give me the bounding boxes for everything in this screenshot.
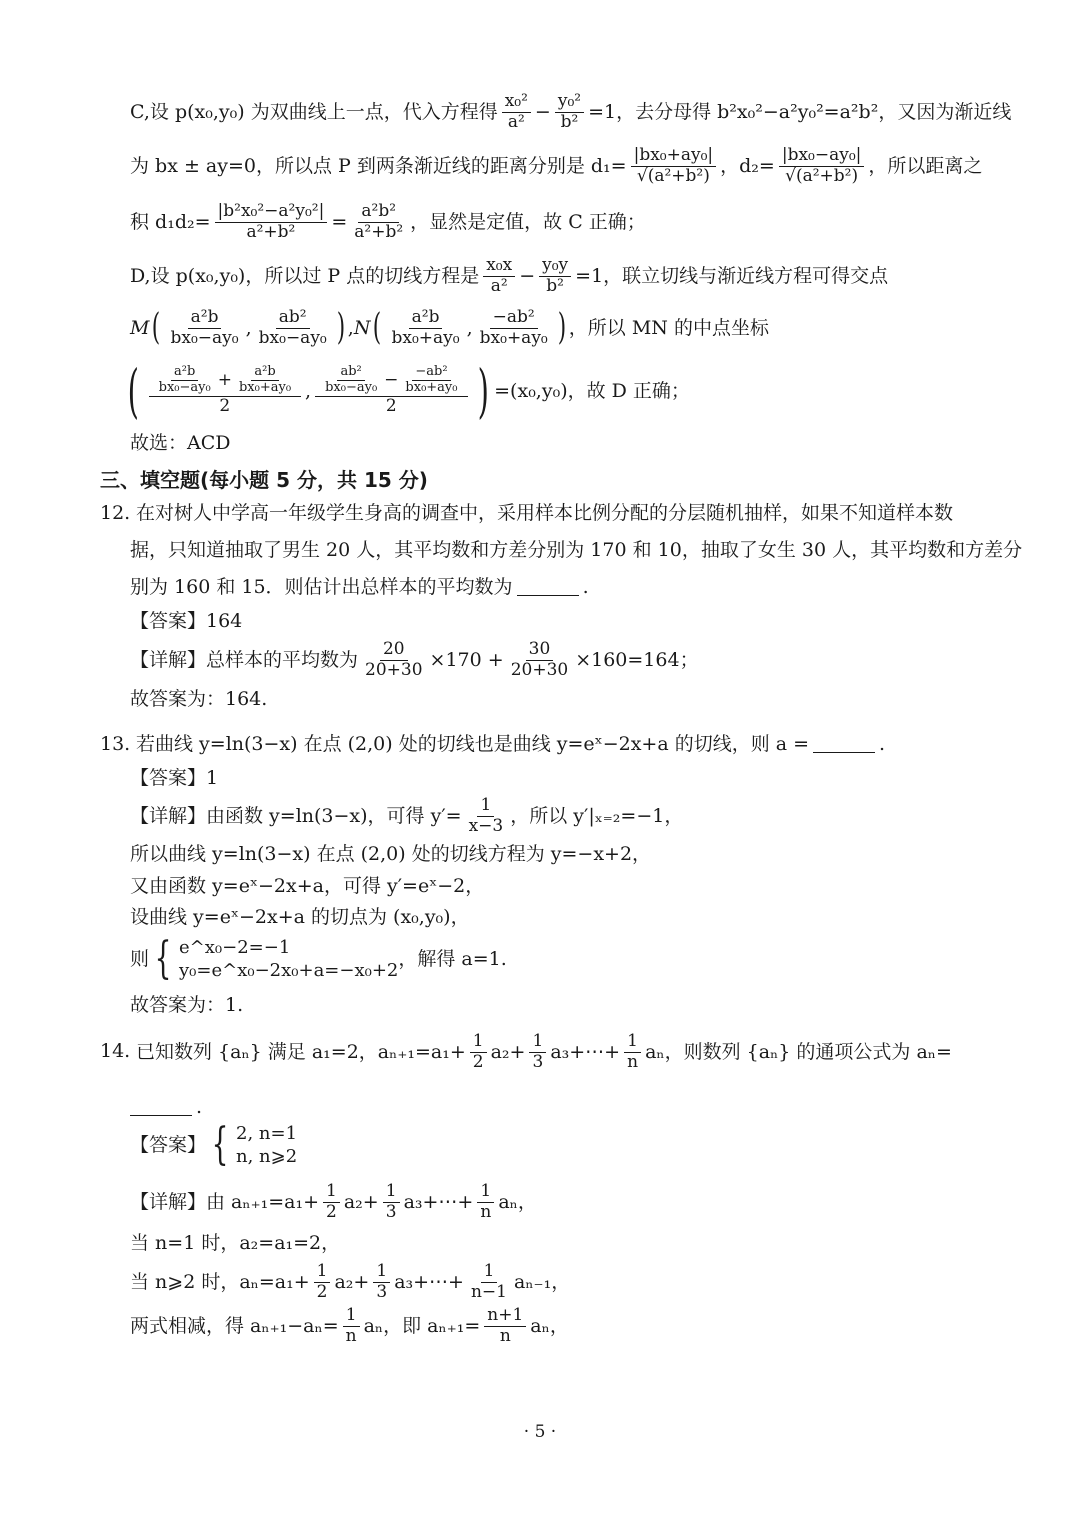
q13-detail-2: 所以曲线 y=ln(3−x) 在点 (2,0) 处的切线方程为 y=−x+2， — [130, 843, 652, 865]
compound-fraction: $\frac{\text{ab²}}{\text{bx₀−ay₀}}$ − $\frac{\text{−ab²}}{\text{bx₀+ay₀}}$ 2 — [315, 365, 467, 416]
q14-line-2: . — [130, 1096, 202, 1119]
fraction: $\frac{20}{20+30}$ — [365, 639, 423, 680]
q13-detail-3: 又由函数 y=eˣ−2x+a，可得 y′=eˣ−2， — [130, 875, 485, 897]
q14-detail-1: 【详解】由 aₙ₊₁=a₁+ $\frac{1}{2}$ a₂+ $\frac{1}{3}$ a₃+⋯+ $\frac{1}{n}$ aₙ， — [130, 1181, 537, 1222]
fraction: $\frac{30}{20+30}$ — [510, 639, 569, 680]
q12-final: 故答案为：164. — [130, 688, 268, 710]
question-number: 12. — [100, 502, 131, 524]
c-line-3: 积 d₁d₂= $\frac{\text{|b²x₀²−a²y₀²|}}{\text{a²+b²}}$ = $\frac{\text{a²b²}}{\text{a²+b²}}$ ，显然是定值，故 C 正确； — [130, 201, 646, 242]
q14-detail-4: 两式相减，得 aₙ₊₁−aₙ= $\frac{1}{n}$ aₙ，即 aₙ₊₁= $\frac{n+1}{n}$ aₙ， — [130, 1305, 569, 1346]
fraction: $\frac{1}{3}$ — [529, 1032, 546, 1072]
fraction: $\frac{1}{n-1}$ — [470, 1261, 507, 1302]
q12-line-2: 据，只知道抽取了男生 20 人，其平均数和方差分别为 170 和 10，抽取了女生 30 人，其平均数和方差分 — [130, 539, 1023, 561]
q13-detail-1: 【详解】由函数 y=ln(3−x)，可得 y′= $\frac{1}{x-3}$ ，所以 y′|ₓ₌₂=−1， — [130, 795, 684, 836]
fraction: $\frac{\text{ab²}}{\text{bx₀−ay₀}}$ — [258, 307, 327, 348]
q12-line-3: 别为 160 和 15．则估计出总样本的平均数为 . — [130, 576, 589, 598]
answer-blank — [813, 736, 875, 753]
fraction: $\frac{1}{3}$ — [383, 1182, 400, 1222]
fraction: $\frac{\text{a²b}}{\text{bx₀−ay₀}}$ — [170, 307, 239, 348]
q13-detail-5: 则 { e^x₀−2=−1 y₀=e^x₀−2x₀+a=−x₀+2 ，解得 a=1. — [130, 933, 507, 985]
fraction: $\frac{1}{n}$ — [477, 1182, 494, 1222]
case-system: 2, n=1 n, n⩾2 — [236, 1123, 298, 1168]
c-line-2: 为 bx ± ay=0，所以点 P 到两条渐近线的距离分别是 d₁= $\frac{\text{|bx₀+ay₀|}}{\text{√(a²+b²)}}$ ，d₂= $\frac{\text{|bx₀−ay₀|}}{\text{√(a²+b²)}}$ ，所以距离之 — [130, 145, 983, 186]
q14-line-1: 已知数列 {aₙ} 满足 a₁=2，aₙ₊₁=a₁+ $\frac{1}{2}$ a₂+ $\frac{1}{3}$ a₃+⋯+ $\frac{1}{n}$ aₙ，则数列 {aₙ} 的通项公式为 aₙ= — [136, 1031, 952, 1072]
q14-detail-3: 当 n⩾2 时，aₙ=a₁+ $\frac{1}{2}$ a₂+ $\frac{1}{3}$ a₃+⋯+ $\frac{1}{n-1}$ aₙ₋₁， — [130, 1261, 571, 1302]
q12-detail: 【详解】总样本的平均数为 $\frac{20}{20+30}$ ×170 + $\frac{30}{20+30}$ ×160=164； — [130, 639, 699, 680]
fraction: $\frac{1}{2}$ — [323, 1182, 340, 1222]
fraction: $\frac{1}{x-3}$ — [468, 795, 504, 836]
choice-answer: 故选：ACD — [130, 432, 231, 454]
case-system: e^x₀−2=−1 y₀=e^x₀−2x₀+a=−x₀+2 — [179, 937, 399, 982]
page-number: · 5 · — [523, 1422, 557, 1442]
q12-line-1: 在对树人中学高一年级学生身高的调查中，采用样本比例分配的分层随机抽样，如果不知道样本数 — [136, 502, 954, 524]
c-line-1: C,设 p(x₀,y₀) 为双曲线上一点，代入方程得 $\frac{\text{x₀²}}{\text{a²}}$ − $\frac{\text{y₀²}}{\text{b²}}$ =1，去分母得 b²x₀²−a²y₀²=a²b²，又因为渐近线 — [130, 91, 1012, 132]
fraction: $\frac{n+1}{n}$ — [484, 1306, 526, 1346]
q13-line-1: 若曲线 y=ln(3−x) 在点 (2,0) 处的切线也是曲线 y=eˣ−2x+a 的切线，则 a = . — [136, 733, 886, 755]
q13-final: 故答案为：1. — [130, 994, 244, 1016]
fraction: $\frac{1}{3}$ — [373, 1262, 390, 1302]
fraction: $\frac{1}{2}$ — [470, 1032, 487, 1072]
question-number: 14. — [100, 1040, 131, 1062]
d-line-3: ( $\frac{\text{a²b}}{\text{bx₀−ay₀}}$ + $\frac{\text{a²b}}{\text{bx₀+ay₀}}$ 2 , $\frac{\text{ab²}}{\text{bx₀−ay₀}}$ − $\frac{\text{−ab²}}{\text{bx₀+ay₀}}$ 2 ) =(x₀,y₀)，故 D 正确； — [127, 357, 690, 425]
fraction: $\frac{1}{n}$ — [624, 1032, 641, 1072]
q14-answer: 【答案】 { 2, n=1 n, n⩾2 — [130, 1119, 298, 1171]
q13-detail-4: 设曲线 y=eˣ−2x+a 的切点为 (x₀,y₀)， — [130, 906, 470, 928]
section-heading: 三、填空题(每小题 5 分，共 15 分) — [100, 468, 428, 492]
fraction: $\frac{\text{a²b²}}{\text{a²+b²}}$ — [354, 201, 404, 242]
answer-blank — [130, 1099, 192, 1116]
q12-answer: 【答案】164 — [130, 610, 243, 632]
fraction: $\frac{\text{x₀x}}{\text{a²}}$ — [483, 256, 515, 296]
fraction: $\frac{1}{2}$ — [314, 1262, 331, 1302]
fraction: $\frac{\text{y₀²}}{\text{b²}}$ — [555, 92, 584, 132]
question-number: 13. — [100, 733, 131, 755]
compound-fraction: $\frac{\text{a²b}}{\text{bx₀−ay₀}}$ + $\frac{\text{a²b}}{\text{bx₀+ay₀}}$ 2 — [149, 365, 301, 416]
answer-blank — [517, 579, 579, 596]
q13-answer: 【答案】1 — [130, 767, 219, 789]
fraction: $\frac{\text{|b²x₀²−a²y₀²|}}{\text{a²+b²}}$ — [215, 202, 328, 242]
fraction: $\frac{\text{−ab²}}{\text{bx₀+ay₀}}$ — [479, 307, 548, 348]
fraction: $\frac{1}{n}$ — [343, 1306, 360, 1346]
d-line-1: D,设 p(x₀,y₀)，所以过 P 点的切线方程是 $\frac{\text{x₀x}}{\text{a²}}$ − $\frac{\text{y₀y}}{\text{b²}}$ =1，联立切线与渐近线方程可得交点 — [130, 255, 889, 296]
d-line-2: M ( $\frac{\text{a²b}}{\text{bx₀−ay₀}}$ , $\frac{\text{ab²}}{\text{bx₀−ay₀}}$ ) , N ( $\frac{\text{a²b}}{\text{bx₀+ay₀}}$ , $\frac{\text{−ab²}}{\text{bx₀+ay₀}}$ ) ，所以 MN 的中点坐标 — [130, 307, 769, 349]
fraction: $\frac{\text{y₀y}}{\text{b²}}$ — [539, 256, 571, 296]
q14-detail-2: 当 n=1 时，a₂=a₁=2， — [130, 1232, 341, 1254]
fraction: $\frac{\text{|bx₀−ay₀|}}{\text{√(a²+b²)}}$ — [779, 146, 865, 186]
fraction: $\frac{\text{x₀²}}{\text{a²}}$ — [502, 92, 531, 132]
fraction: $\frac{\text{a²b}}{\text{bx₀+ay₀}}$ — [391, 307, 460, 348]
fraction: $\frac{\text{|bx₀+ay₀|}}{\text{√(a²+b²)}}$ — [631, 146, 717, 186]
